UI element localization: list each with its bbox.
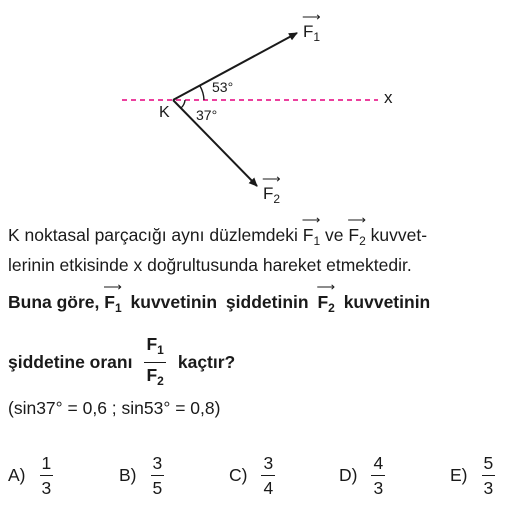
option-d-label: D): [339, 465, 358, 485]
option-a-num: 1: [41, 453, 52, 473]
option-e-fraction: [482, 453, 496, 498]
angle-37-arc: [181, 100, 185, 108]
prompt-f2-symbol: F: [317, 292, 329, 312]
option-e-label: E): [450, 465, 468, 485]
prompt-text-end: kuvvetinin: [334, 292, 431, 312]
option-a[interactable]: [8, 453, 53, 498]
ratio-num: F: [146, 334, 158, 354]
option-e-den: 3: [483, 478, 494, 498]
option-c-num: 3: [263, 453, 274, 473]
question-text-end: kuvvet-: [365, 225, 428, 245]
option-a-den: 3: [41, 478, 52, 498]
force-diagram: [0, 0, 520, 215]
option-b-bar: [151, 475, 165, 476]
option-c-bar: [261, 475, 275, 476]
ratio-fraction: [144, 334, 165, 391]
prompt-ratio-text: şiddetine oranı: [8, 352, 133, 372]
option-e-bar: [482, 475, 496, 476]
conjunction-text: ve: [320, 225, 349, 245]
point-k-label: K: [159, 104, 170, 121]
force2-letter: F: [263, 184, 274, 203]
f2-symbol: F: [348, 225, 360, 245]
prompt-f1-subscript: 1: [114, 301, 122, 315]
ratio-den-sub: 2: [157, 374, 164, 388]
ratio-num-sub: 1: [157, 343, 164, 357]
angle-37-label: 37°: [196, 107, 218, 123]
prompt-f1-symbol: F: [104, 292, 115, 312]
option-d-bar: [371, 475, 385, 476]
question-line-1: K noktasal parçacığı aynı düzlemdeki ⟶ $F_1$ ve ⟶ $F_2$ kuvvet-: [8, 212, 428, 248]
option-d-num: 4: [373, 453, 384, 473]
ratio-den: F: [146, 365, 158, 385]
prompt-text-mid: kuvvetinin şiddetinin: [121, 292, 318, 312]
option-c-fraction: [261, 453, 275, 498]
angle-53-label: 53°: [212, 79, 234, 95]
force2-subscript: 2: [273, 192, 281, 206]
option-d-den: 3: [373, 478, 384, 498]
f1-subscript: 1: [313, 234, 321, 248]
prompt-f2-subscript: 2: [328, 301, 335, 315]
option-d-fraction: [371, 453, 385, 498]
ratio-bar: [144, 362, 165, 363]
question-text: K noktasal parçacığı aynı düzlemdeki: [8, 225, 303, 245]
option-b-num: 3: [152, 453, 163, 473]
question-line-2: lerinin etkisinde x doğrultusunda hareket etmektedir.: [8, 255, 412, 275]
force1-letter: F: [303, 22, 314, 41]
option-e[interactable]: [450, 453, 495, 498]
option-b-label: B): [119, 465, 137, 485]
option-a-bar: [40, 475, 54, 476]
force1-vector: [173, 33, 297, 100]
option-b-fraction: [151, 453, 165, 498]
f1-symbol: F: [302, 225, 314, 245]
option-b[interactable]: [119, 453, 164, 498]
prompt-question-end: kaçtır?: [177, 352, 236, 372]
prompt-text: Buna göre,: [8, 292, 105, 312]
given-values: (sin37° = 0,6 ; sin53° = 0,8): [8, 398, 221, 418]
force2-label: ⟶ $F_2$: [262, 171, 281, 206]
option-a-label: A): [8, 465, 26, 485]
option-d[interactable]: [339, 453, 385, 498]
option-e-num: 5: [483, 453, 494, 473]
x-axis-label: x: [384, 88, 393, 107]
option-c-label: C): [229, 465, 248, 485]
option-a-fraction: [40, 453, 54, 498]
angle-53-arc: [200, 86, 204, 100]
question-prompt-line-2: [8, 334, 235, 391]
question-prompt-line-1: Buna göre, ⟶ $F_1$ kuvvetinin şiddetinin ⟶ $F_2$ kuvvetinin: [8, 279, 431, 315]
f2-subscript: 2: [359, 234, 366, 248]
option-c-den: 4: [263, 478, 274, 498]
force1-label: ⟶ $F_1$: [302, 9, 321, 44]
option-c[interactable]: [229, 453, 275, 498]
option-b-den: 5: [152, 478, 163, 498]
force1-subscript: 1: [313, 30, 321, 44]
